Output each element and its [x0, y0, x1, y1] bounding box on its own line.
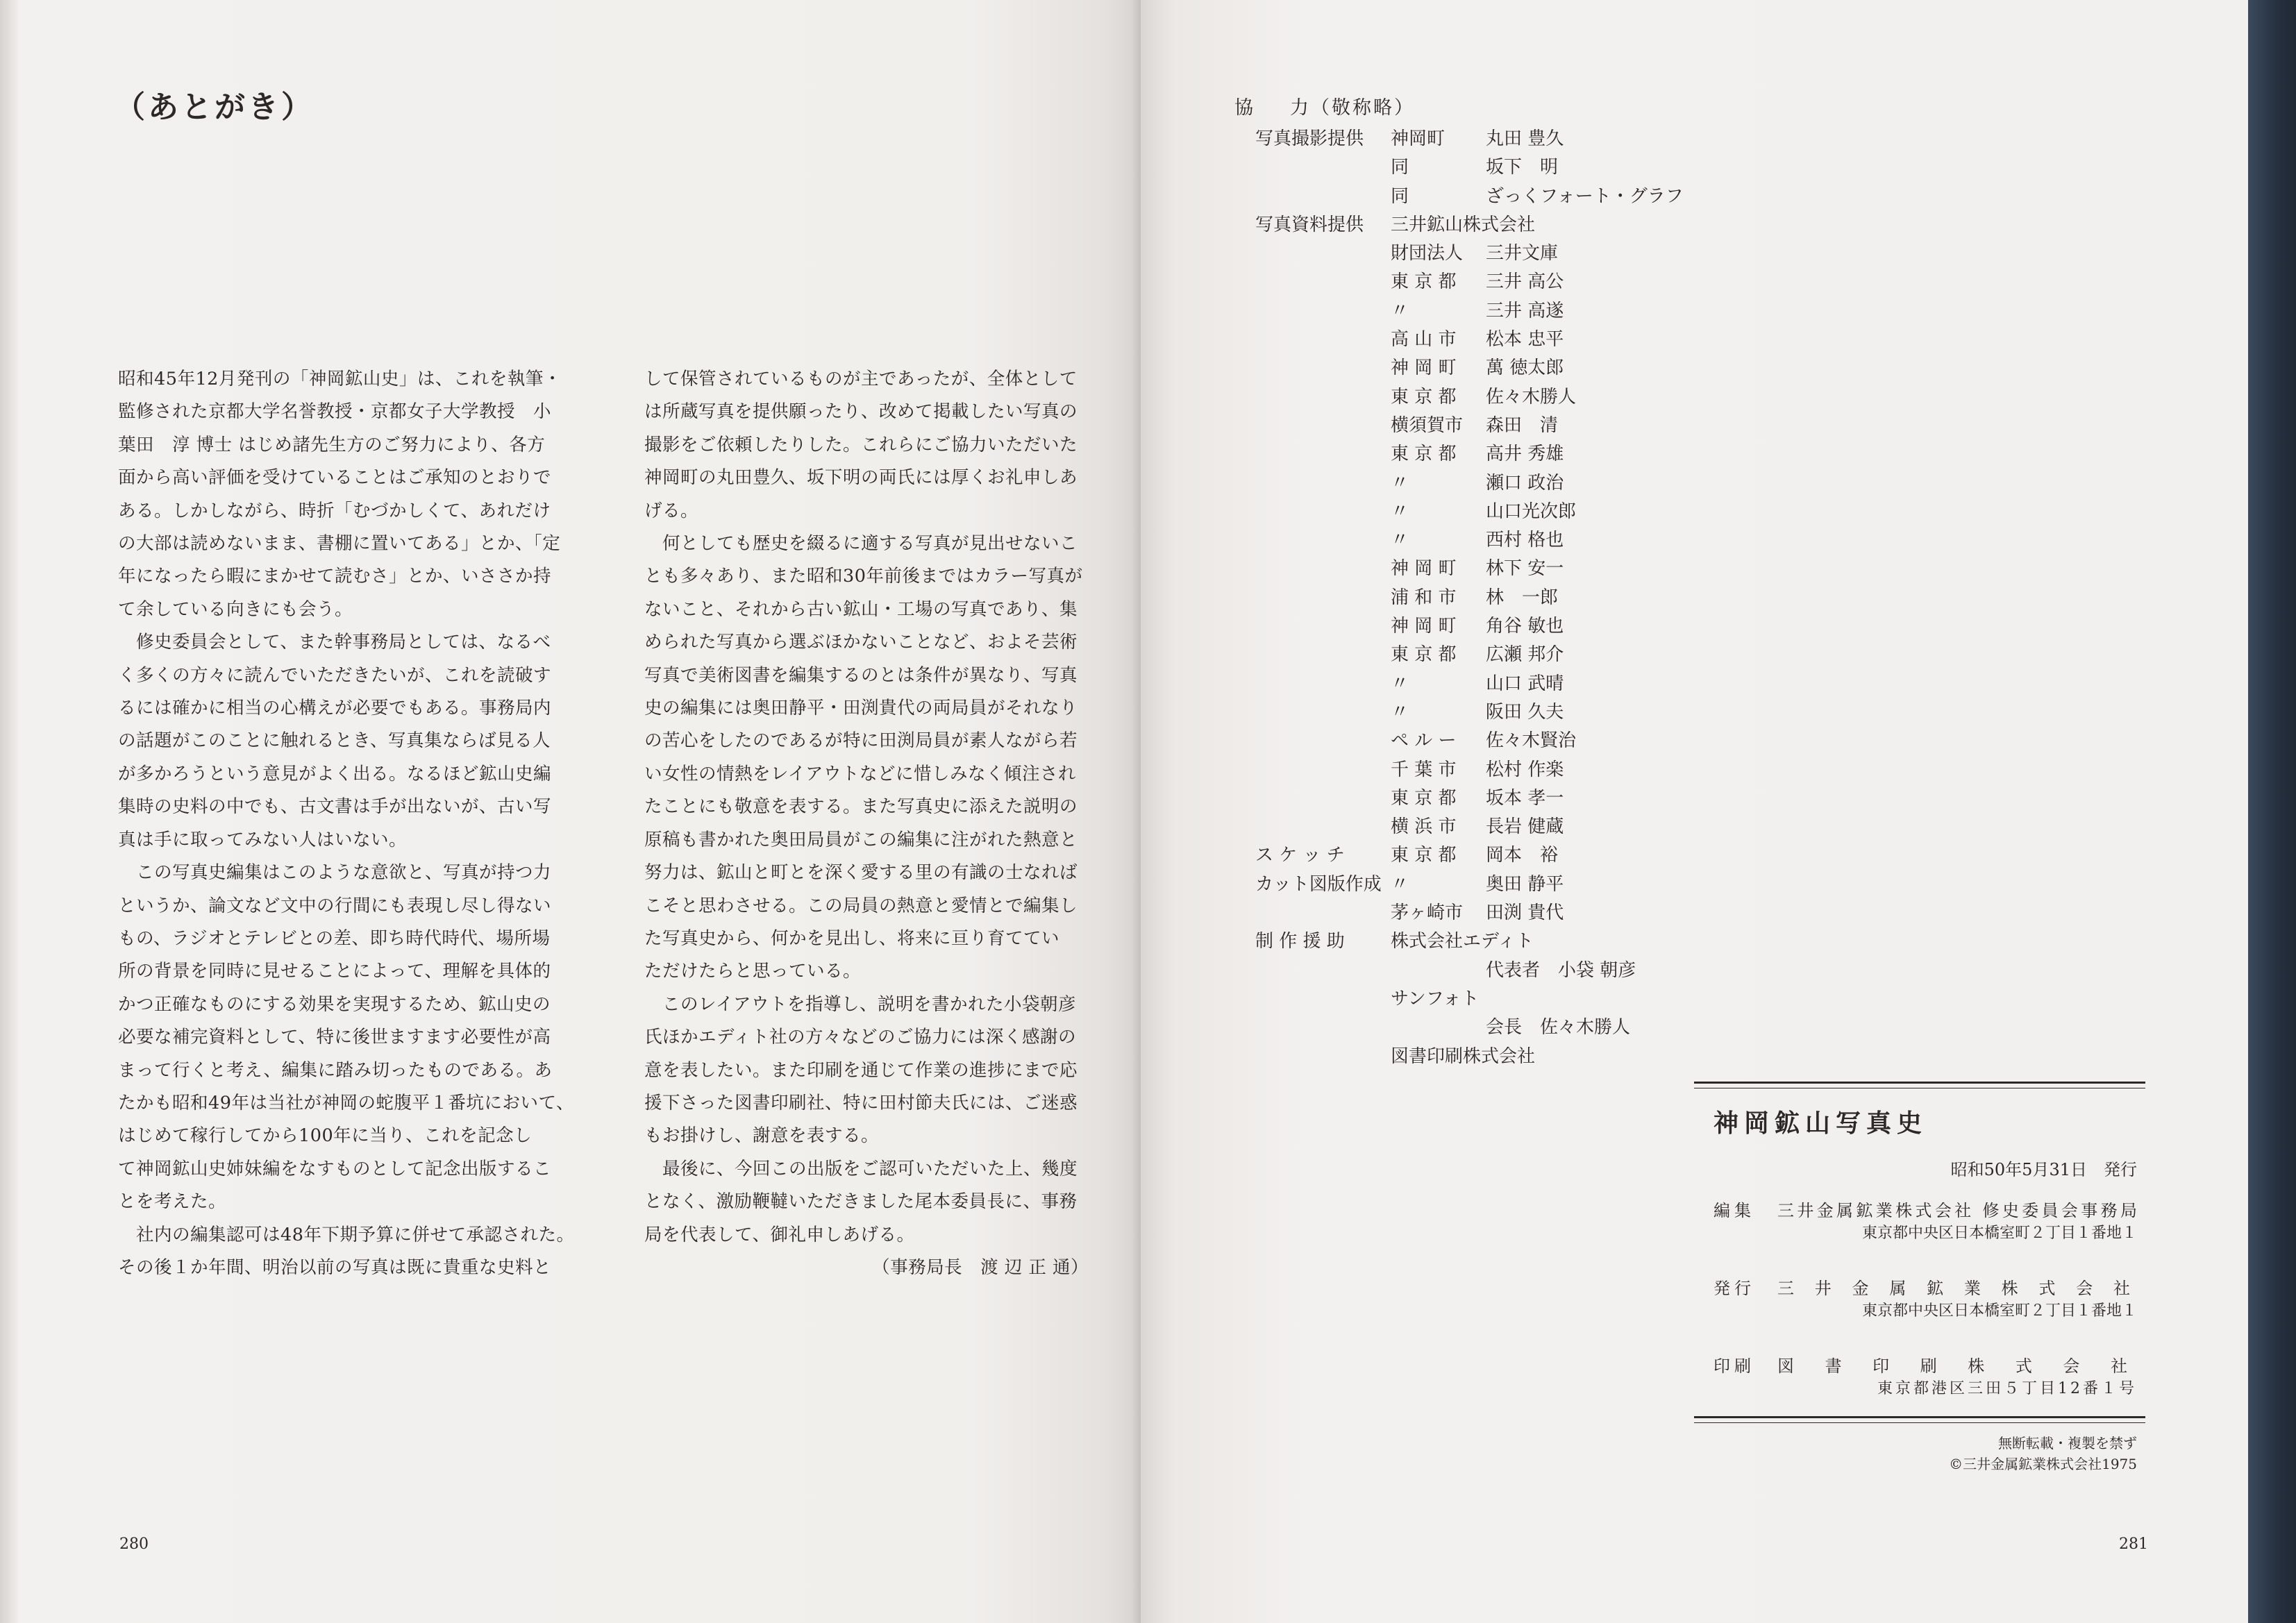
credit-category [1255, 469, 1391, 498]
credit-row [1255, 698, 1684, 727]
credit-place [1391, 957, 1486, 985]
text-line: まって行くと考え、編集に踏み切ったものである。あ [118, 1059, 553, 1081]
credit-category [1255, 526, 1391, 555]
afterword-column-2 [644, 363, 1103, 1284]
text-line: て余している向きにも会う。 [118, 598, 353, 620]
publisher-address: 東京都中央区日本橋室町２丁目１番地１ [1861, 1302, 2137, 1320]
credits-heading-a: 協 [1234, 97, 1255, 119]
credit-category [1255, 784, 1391, 813]
credit-name: 高井 秀雄 [1486, 444, 1564, 465]
text-line: はじめて稼行してから100年に当り、これを記念し [118, 1125, 533, 1147]
text-line: 修史委員会として、また幹事務局としては、なるべ [118, 632, 551, 653]
copyright-notice [1694, 1433, 2137, 1474]
credit-name: 田渕 貴代 [1486, 902, 1564, 924]
credit-place: 三井鉱山株式会社 [1391, 214, 1536, 235]
text-line: るには確かに相当の心構えが必要でもある。事務局内 [118, 698, 552, 719]
credit-place: 〃 [1391, 501, 1409, 522]
credit-name: 坂本 孝一 [1486, 787, 1564, 809]
credit-category [1255, 727, 1391, 755]
credit-place: 株式会社エディト [1391, 931, 1534, 952]
credit-row [1255, 957, 1684, 985]
credit-row [1255, 813, 1684, 841]
left-page [0, 0, 1141, 1623]
credits-heading-b: 力（敬称略） [1290, 97, 1415, 119]
credit-row [1255, 469, 1684, 498]
credit-name: 三井 高公 [1486, 271, 1564, 293]
text-line: 所の背景を同時に見せることによって、理解を具体的 [118, 961, 551, 982]
text-line: ただけたらと思っている。 [644, 961, 862, 982]
text-line: の話題がこのことに触れるとき、写真集ならば見る人 [118, 730, 551, 752]
colophon-rule-top [1694, 1082, 2145, 1088]
credit-name: 坂下 明 [1486, 157, 1559, 178]
text-line: 撮影をご依頼したりした。これらにご協力いただいた [644, 434, 1078, 455]
afterword-heading: （あとがき） [115, 90, 315, 125]
credit-category [1255, 183, 1391, 211]
text-line: 何としても歴史を綴るに適する写真が見出せないこ [644, 533, 1078, 555]
credit-place: 〃 [1391, 300, 1409, 321]
credit-place [1391, 1014, 1486, 1042]
text-line: 原稿も書かれた奥田局員がこの編集に注がれた熱意と [644, 829, 1078, 850]
credit-place: 浦 和 市 [1391, 587, 1457, 608]
credit-name: 岡本 裕 [1486, 845, 1559, 866]
text-line: て神岡鉱山史姉妹編をなすものとして記念出版するこ [118, 1158, 552, 1179]
text-line: 社内の編集認可は48年下期予算に併せて承認された。 [118, 1224, 575, 1245]
credit-row [1255, 555, 1684, 583]
credit-place: 〃 [1391, 701, 1409, 723]
credit-row [1255, 841, 1684, 870]
text-line: 意を表したい。また印刷を通じて作業の進捗にまで応 [644, 1059, 1078, 1081]
text-line: は所蔵写真を提供願ったり、改めて掲載したい写真の [644, 401, 1078, 423]
text-line: ある。しかしながら、時折「むづかしくて、あれだけ [118, 500, 551, 521]
credit-name: 萬 徳太郎 [1486, 358, 1564, 379]
credit-place: 東 京 都 [1391, 444, 1457, 465]
text-line: たかも昭和49年は当社が神岡の蛇腹平１番坑において、 [118, 1092, 574, 1113]
text-line: ないこと、それから古い鉱山・工場の写真であり、集 [644, 598, 1078, 620]
credit-category [1255, 239, 1391, 268]
credit-category: 写真資料提供 [1255, 214, 1364, 235]
credit-name: 阪田 久夫 [1486, 701, 1564, 723]
credit-category [1255, 153, 1391, 182]
editor-label: 編集 [1713, 1201, 1755, 1220]
credit-row [1255, 239, 1684, 268]
credit-row [1255, 641, 1684, 669]
credit-row [1255, 412, 1684, 440]
text-line: められた写真から選ぶほかないことなど、およそ芸術 [644, 632, 1078, 653]
credit-row [1255, 670, 1684, 698]
credit-row [1255, 871, 1684, 899]
text-line: の苦心をしたのであるが特に田渕局員が素人ながら若 [644, 730, 1078, 752]
credit-row [1255, 1043, 1684, 1071]
credit-place: 神 岡 町 [1391, 558, 1457, 580]
credit-row [1255, 153, 1684, 182]
credit-name: 広瀬 邦介 [1486, 644, 1564, 666]
credit-place: 図書印刷株式会社 [1391, 1045, 1536, 1067]
credit-category: ス ケ ッ チ [1255, 845, 1345, 866]
afterword-signature: （事務局長 渡 辺 正 通） [872, 1256, 1089, 1278]
credit-place: 茅ヶ崎市 [1391, 902, 1464, 924]
credit-category [1255, 698, 1391, 727]
credit-place: 同 [1391, 185, 1409, 207]
credit-category [1255, 354, 1391, 382]
editor-address: 東京都中央区日本橋室町２丁目１番地１ [1861, 1225, 2137, 1242]
credit-category: カット図版作成 [1255, 873, 1382, 895]
text-line: の大部は読めないまま、書棚に置いてある」とか、「定 [118, 533, 561, 555]
text-line: た写真史から、何かを見出し、将来に亘り育ててい [644, 927, 1060, 949]
credit-category [1255, 813, 1391, 841]
text-line: 集時の史料の中でも、古文書は手が出ないが、古い写 [118, 796, 552, 818]
credit-row [1255, 440, 1684, 469]
credit-place: 神 岡 町 [1391, 358, 1457, 379]
credit-row [1255, 326, 1684, 354]
credit-category [1255, 412, 1391, 440]
text-line: 必要な補完資料として、特に後世ますます必要性が高 [118, 1027, 551, 1048]
text-line: 写真で美術図書を編集するのとは条件が異なり、写真 [644, 664, 1078, 686]
colophon-rule-bottom [1694, 1416, 2145, 1423]
text-line: 面から高い評価を受けていることはご承知のとおりで [118, 467, 552, 489]
text-line: 最後に、今回この出版をご認可いただいた上、幾度 [644, 1158, 1078, 1179]
credit-name: 三井 高遂 [1486, 300, 1564, 321]
publisher-label: 発行 [1713, 1279, 1755, 1298]
page-number-right: 281 [2119, 1536, 2148, 1553]
credit-name: 山口光次郎 [1486, 501, 1577, 522]
editor-name: 三井金属鉱業株式会社 修史委員会事務局 [1777, 1201, 2137, 1220]
credit-place: 〃 [1391, 673, 1409, 694]
credit-category [1255, 498, 1391, 526]
credit-category: 制 作 援 助 [1255, 931, 1345, 952]
credit-name: 角谷 敏也 [1486, 616, 1564, 637]
credit-place: 〃 [1391, 530, 1409, 551]
printer-address: 東京都港区三田５丁目12番１号 [1877, 1380, 2137, 1397]
credit-name: 佐々木勝人 [1486, 386, 1577, 407]
credit-row [1255, 584, 1684, 612]
text-line: 真は手に取ってみない人はいない。 [118, 829, 408, 850]
credit-row [1255, 784, 1684, 813]
credit-place: 東 京 都 [1391, 644, 1457, 666]
text-line: となく、激励鞭韃いただきました尾本委員長に、事務 [644, 1191, 1078, 1213]
credit-name: 三井文庫 [1486, 243, 1559, 264]
text-line: が多かろうという意見がよく出る。なるほど鉱山史編 [118, 763, 552, 784]
credit-name: 森田 清 [1486, 414, 1559, 436]
text-line: とを考えた。 [118, 1191, 227, 1213]
credit-place: 東 京 都 [1391, 386, 1457, 407]
credit-place: 神 岡 町 [1391, 616, 1457, 637]
text-line: とも多々あり、また昭和30年前後まではカラー写真が [644, 566, 1083, 587]
text-line: その後１か年間、明治以前の写真は既に貴重な史料と [118, 1256, 552, 1278]
text-line: かつ正確なものにする効果を実現するため、鉱山史の [118, 993, 551, 1015]
credit-row [1255, 756, 1684, 784]
credit-place: 高 山 市 [1391, 329, 1457, 351]
credit-name: 佐々木賢治 [1486, 730, 1577, 752]
text-line: もお掛けし、謝意を表する。 [644, 1125, 880, 1147]
notice-reproduction: 無断転載・複製を禁ず [1998, 1435, 2137, 1452]
notice-copyright: ©三井金属鉱業株式会社1975 [1949, 1456, 2137, 1472]
text-line: たことにも敬意を表する。また写真史に添えた説明の [644, 796, 1078, 818]
colophon-publish-date: 昭和50年5月31日 発行 [1950, 1160, 2137, 1179]
credit-row [1255, 985, 1684, 1014]
credit-row [1255, 1014, 1684, 1042]
text-line: 局を代表して、御礼申しあげる。 [644, 1224, 915, 1245]
credit-category [1255, 1014, 1391, 1042]
credit-name: 松村 作楽 [1486, 759, 1564, 780]
credits-heading [1234, 92, 1415, 119]
credit-place: 財団法人 [1391, 243, 1464, 264]
credit-name: 丸田 豊久 [1486, 128, 1564, 149]
credit-name: 代表者 小袋 朝彦 [1486, 959, 1636, 981]
credit-row [1255, 125, 1684, 153]
text-line: もの、ラジオとテレビとの差、即ち時代時代、場所場 [118, 927, 551, 949]
credit-category [1255, 985, 1391, 1014]
credit-name: 林下 安一 [1486, 558, 1564, 580]
credit-category [1255, 1043, 1391, 1071]
credit-place: 〃 [1391, 472, 1409, 494]
credit-row [1255, 498, 1684, 526]
credit-row [1255, 727, 1684, 755]
colophon-publisher [1713, 1275, 2137, 1320]
printer-label: 印刷 [1713, 1356, 1755, 1376]
credit-name: 奥田 静平 [1486, 873, 1564, 895]
text-line: 昭和45年12月発刊の「神岡鉱山史」は、これを執筆・ [118, 369, 562, 389]
credit-category [1255, 670, 1391, 698]
text-line: い女性の情熱をレイアウトなどに惜しみなく傾注され [644, 763, 1076, 784]
afterword-column-1 [118, 363, 590, 1284]
colophon [1694, 1082, 2145, 1474]
credit-category [1255, 584, 1391, 612]
credit-category [1255, 899, 1391, 927]
credit-category [1255, 268, 1391, 296]
credit-place: 横須賀市 [1391, 414, 1464, 436]
credit-category [1255, 297, 1391, 326]
credit-category: 写真撮影提供 [1255, 128, 1364, 149]
credit-place: 千 葉 市 [1391, 759, 1457, 780]
credit-name: 山口 武晴 [1486, 673, 1564, 694]
credit-category [1255, 555, 1391, 583]
text-line: 監修された京都大学名誉教授・京都女子大学教授 小 [118, 401, 552, 423]
colophon-printer [1713, 1352, 2137, 1398]
page-number-left: 280 [119, 1536, 149, 1553]
credit-place: 東 京 都 [1391, 845, 1457, 866]
credit-row [1255, 297, 1684, 326]
credit-name: 松本 忠平 [1486, 329, 1564, 351]
credit-category [1255, 756, 1391, 784]
credit-category [1255, 326, 1391, 354]
credit-category [1255, 957, 1391, 985]
credit-place: ペ ル ー [1391, 730, 1457, 752]
text-line: というか、論文など文中の行間にも表現し尽し得ない [118, 895, 552, 916]
credit-row [1255, 526, 1684, 555]
credit-place: 東 京 都 [1391, 271, 1457, 293]
credit-place: 同 [1391, 157, 1409, 178]
text-line: このレイアウトを指導し、説明を書かれた小袋朝彦 [644, 993, 1076, 1015]
credit-category [1255, 383, 1391, 412]
colophon-book-title: 神岡鉱山写真史 [1713, 1109, 1928, 1138]
credit-name: 瀬口 政治 [1486, 472, 1564, 494]
credit-category [1255, 641, 1391, 669]
credit-category [1255, 612, 1391, 641]
printer-name: 図書印刷株式会社 [1777, 1356, 2137, 1376]
credit-category [1255, 440, 1391, 469]
colophon-editor [1713, 1197, 2137, 1243]
text-line: 年になったら暇にまかせて読むさ」とか、いささか持 [118, 566, 552, 587]
credit-row [1255, 211, 1684, 239]
credit-place: サンフォト [1391, 988, 1480, 1009]
credit-row [1255, 383, 1684, 412]
credit-place: 神岡町 [1391, 128, 1446, 149]
credit-place: 横 浜 市 [1391, 816, 1457, 838]
credit-name: 西村 格也 [1486, 530, 1564, 551]
text-line: 援下さった図書印刷社、特に田村節夫氏には、ご迷惑 [644, 1092, 1078, 1113]
credit-row [1255, 183, 1684, 211]
text-line: く多くの方々に読んでいただきたいが、これを読破す [118, 664, 552, 686]
publisher-name: 三井金属鉱業株式会社 [1777, 1279, 2137, 1298]
text-line: 史の編集には奥田静平・田渕貴代の両局員がそれなり [644, 698, 1078, 719]
credit-row [1255, 927, 1684, 956]
credits-list [1255, 125, 1684, 1071]
text-line: 葉田 淳 博士 はじめ諸先生方のご努力により、各方 [118, 434, 546, 455]
credit-row [1255, 268, 1684, 296]
text-line: この写真史編集はこのような意欲と、写真が持つ力 [118, 862, 552, 884]
credit-name: ざっくフォート・グラフ [1486, 185, 1684, 207]
book-cover-edge [2248, 0, 2296, 1623]
credit-name: 会長 佐々木勝人 [1486, 1017, 1631, 1038]
credit-name: 長岩 健蔵 [1486, 816, 1564, 838]
text-line: 神岡町の丸田豊久、坂下明の両氏には厚くお礼申しあ [644, 467, 1078, 489]
credit-row [1255, 354, 1684, 382]
credit-row [1255, 899, 1684, 927]
credit-place: 東 京 都 [1391, 787, 1457, 809]
text-line: 努力は、鉱山と町とを深く愛する里の有識の士なれば [644, 862, 1078, 884]
text-line: げる。 [644, 500, 699, 521]
credit-name: 林 一郎 [1486, 587, 1559, 608]
text-line: 氏ほかエディト社の方々などのご協力には深く感謝の [644, 1027, 1076, 1048]
text-line: して保管されているものが主であったが、全体として [644, 369, 1078, 389]
credit-row [1255, 612, 1684, 641]
text-line: こそと思わさせる。この局員の熱意と愛情とで編集し [644, 895, 1078, 916]
credit-place: 〃 [1391, 873, 1409, 895]
